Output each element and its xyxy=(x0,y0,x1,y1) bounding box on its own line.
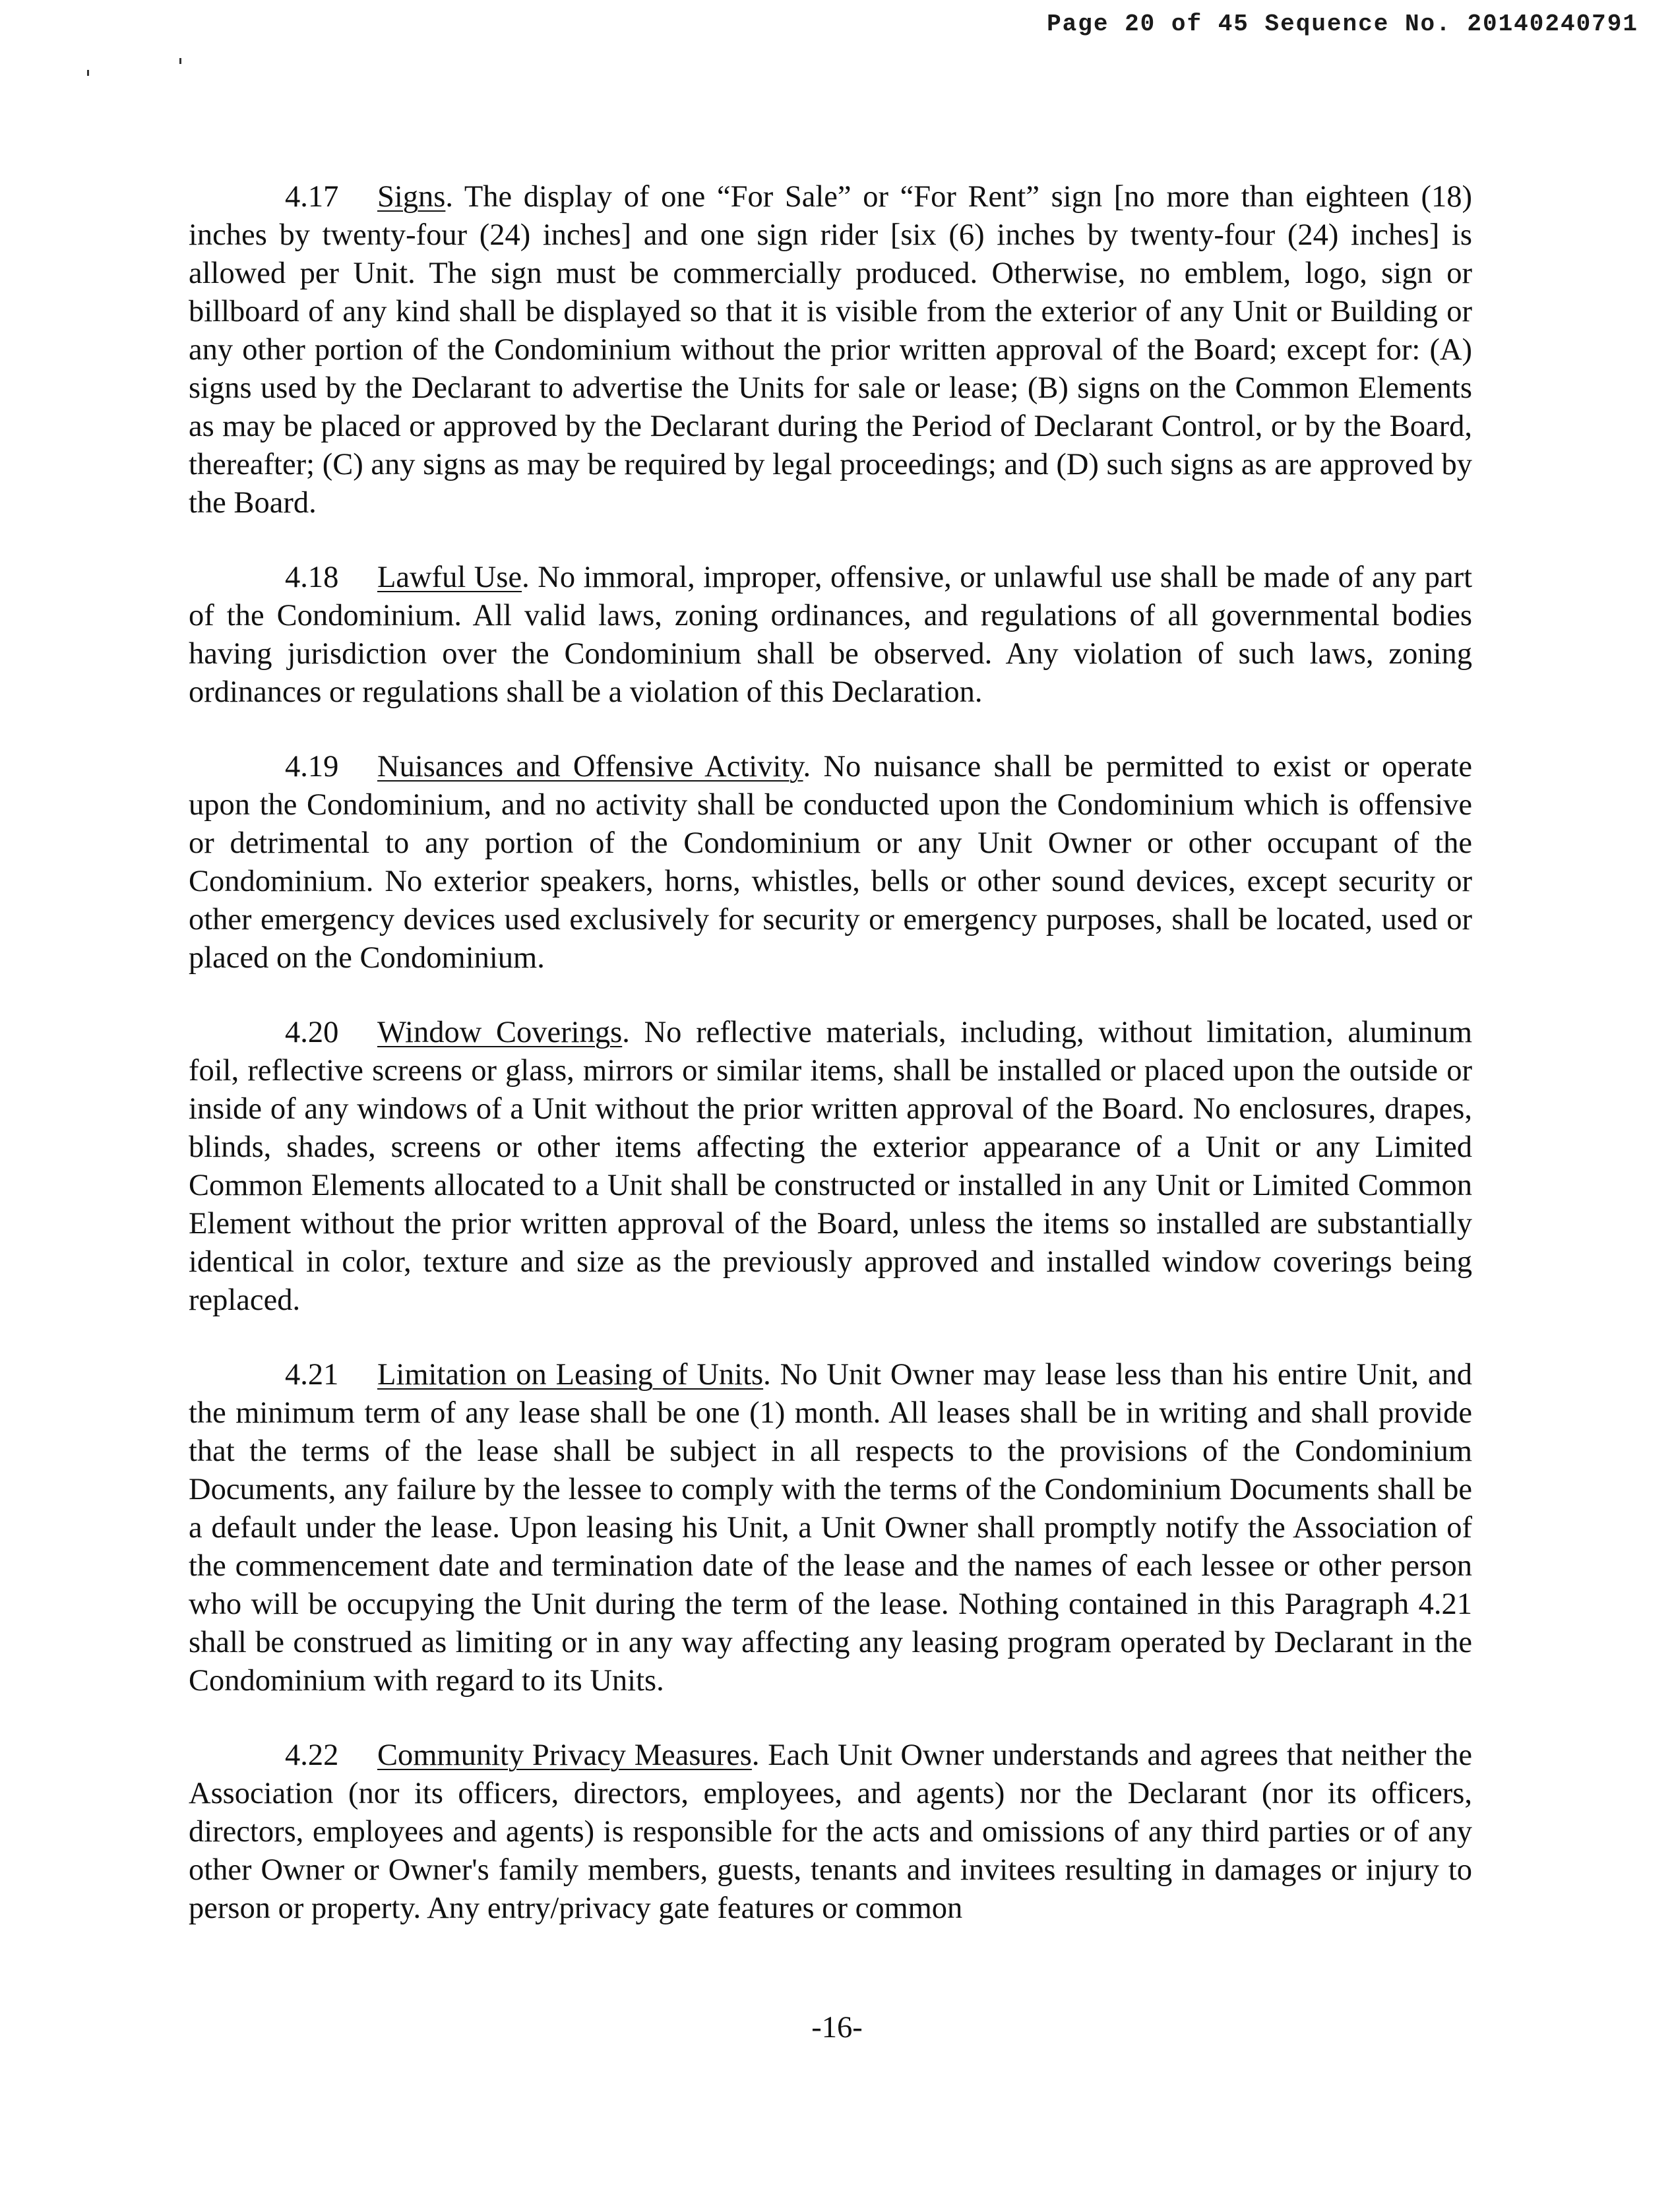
section-number: 4.19 xyxy=(285,750,339,783)
document-body xyxy=(189,178,1472,1964)
section-paragraph xyxy=(189,559,1472,712)
section-text: . Each Unit Owner understands and agrees that neither the Association (nor its officers, directors, employees, and agents) nor the Declarant (nor its officers, directors, employees and agents) is responsible for the acts and omissions of any third parties or of any other Owner or Owner's family members, guests, tenants and invitees resulting in damages or injury to person or property. Any entry/privacy gate features or common xyxy=(189,1738,1472,1925)
section-4-22 xyxy=(189,1736,1472,1928)
section-4-21 xyxy=(189,1356,1472,1700)
section-heading: Nuisances and Offensive Activity xyxy=(377,750,803,783)
section-text: . No nuisance shall be permitted to exist or operate upon the Condominium, and no activity shall be conducted upon the Condominium which is offensive or detrimental to any portion of the Condominium or any Unit Owner or other occupant of the Condominium. No exterior speakers, horns, whistles, bells or other sound devices, except security or other emergency devices used exclusively for security or emergency purposes, shall be located, used or placed on the Condominium. xyxy=(189,750,1473,975)
section-4-17 xyxy=(189,178,1472,522)
section-number: 4.22 xyxy=(285,1738,339,1772)
page-number: -16- xyxy=(811,2011,863,2044)
section-paragraph xyxy=(189,1736,1472,1928)
section-paragraph xyxy=(189,1356,1472,1700)
page-sequence-stamp: Page 20 of 45 Sequence No. 20140240791 xyxy=(1047,11,1638,38)
section-text: . The display of one “For Sale” or “For Rent” sign [no more than eighteen (18) inches by twenty-four (24) inches] and one sign rider [six (6) inches by twenty-four (24) inches] is allowed per Unit. The sign must be commercially produced. Otherwise, no emblem, logo, sign or billboard of any kind shall be displayed so that it is visible from the exterior of any Unit or Building or any other portion of the Condominium without the prior written approval of the Board; except for: (A) signs used by the Declarant to advertise the Units for sale or lease; (B) signs on the Common Elements as may be placed or approved by the Declarant during the Period of Declarant Control, or by the Board, thereafter; (C) any signs as may be required by legal proceedings; and (D) such signs as are approved by the Board. xyxy=(189,180,1472,520)
section-text: . No immoral, improper, offensive, or unlawful use shall be made of any part of the Condominium. All valid laws, zoning ordinances, and regulations of all governmental bodies having jurisdiction over the Condominium shall be observed. Any violation of such laws, zoning ordinances or regulations shall be a violation of this Declaration. xyxy=(189,561,1472,709)
section-text: . No Unit Owner may lease less than his entire Unit, and the minimum term of any lease shall be one (1) month. All leases shall be in writing and shall provide that the terms of the lease shall be subject in all respects to the provisions of the Condominium Documents, any failure by the lessee to comply with the terms of the Condominium Documents shall be a default under the lease. Upon leasing his Unit, a Unit Owner shall promptly notify the Association of the commencement date and termination date of the lease and the names of each lessee or other person who will be occupying the Unit during the term of the lease. Nothing contained in this Paragraph 4.21 shall be construed as limiting or in any way affecting any leasing program operated by Declarant in the Condominium with regard to its Units. xyxy=(189,1358,1472,1698)
section-heading: Limitation on Leasing of Units xyxy=(377,1358,764,1392)
section-heading: Community Privacy Measures xyxy=(377,1738,752,1772)
section-4-20 xyxy=(189,1014,1472,1320)
section-paragraph xyxy=(189,178,1472,522)
scan-mark xyxy=(87,70,89,76)
section-number: 4.21 xyxy=(285,1358,339,1392)
section-paragraph xyxy=(189,1014,1472,1320)
section-number: 4.17 xyxy=(285,180,339,214)
section-text: . No reflective materials, including, without limitation, aluminum foil, reflective screens or glass, mirrors or similar items, shall be installed or placed upon the outside or inside of any windows of a Unit without the prior written approval of the Board. No enclosures, drapes, blinds, shades, screens or other items affecting the exterior appearance of a Unit or any Limited Common Elements allocated to a Unit shall be constructed or installed in any Unit or Limited Common Element without the prior written approval of the Board, unless the items so installed are substantially identical in color, texture and size as the previously approved and installed window coverings being replaced. xyxy=(189,1016,1472,1317)
section-number: 4.20 xyxy=(285,1016,339,1049)
section-4-18 xyxy=(189,559,1472,712)
section-heading: Signs xyxy=(377,180,446,214)
section-number: 4.18 xyxy=(285,561,339,594)
section-heading: Lawful Use xyxy=(377,561,522,594)
scan-mark xyxy=(179,58,181,64)
section-paragraph xyxy=(189,748,1472,977)
section-4-19 xyxy=(189,748,1472,977)
section-heading: Window Coverings xyxy=(377,1016,623,1049)
